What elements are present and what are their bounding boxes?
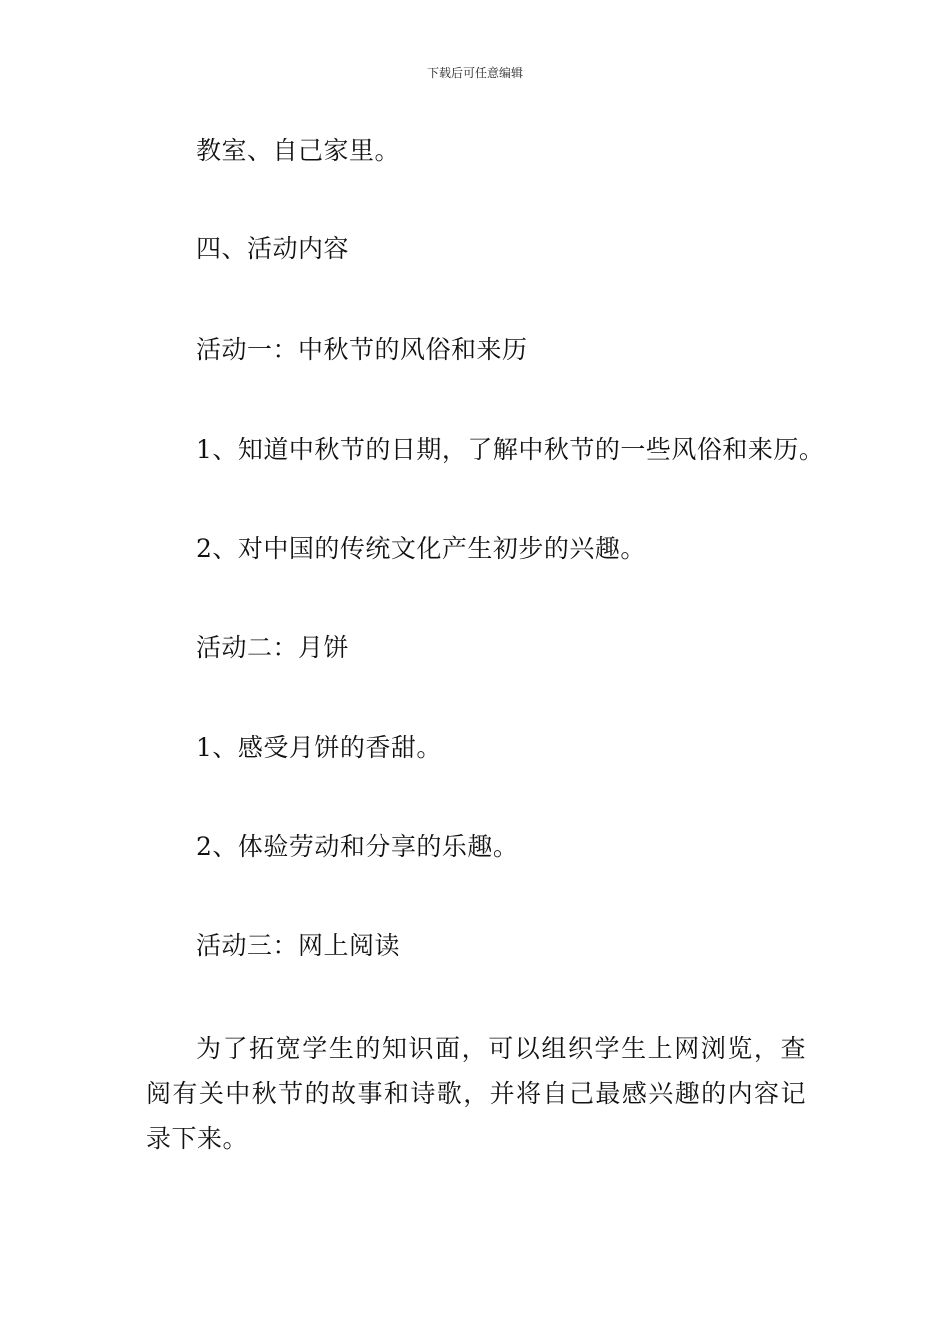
section-heading-activity-content: 四、活动内容 [196,234,350,263]
activity-one-item-1: 1、知道中秋节的日期，了解中秋节的一些风俗和来历。 [196,435,825,464]
activity-one-title: 活动一：中秋节的风俗和来历 [196,335,528,364]
activity-two-item-1: 1、感受月饼的香甜。 [196,733,442,762]
activity-three-paragraph: 为了拓宽学生的知识面，可以组织学生上网浏览，查阅有关中秋节的故事和诗歌，并将自己最感兴趣的内容记录下来。 [146,1034,806,1153]
page-header: 下载后可任意编辑 [426,66,523,80]
activity-two-title: 活动二：月饼 [196,633,350,662]
activity-three-title: 活动三：网上阅读 [196,931,401,960]
location-line: 教室、自己家里。 [196,136,401,165]
activity-two-item-2: 2、体验劳动和分享的乐趣。 [196,832,519,861]
activity-one-item-2: 2、对中国的传统文化产生初步的兴趣。 [196,534,646,563]
